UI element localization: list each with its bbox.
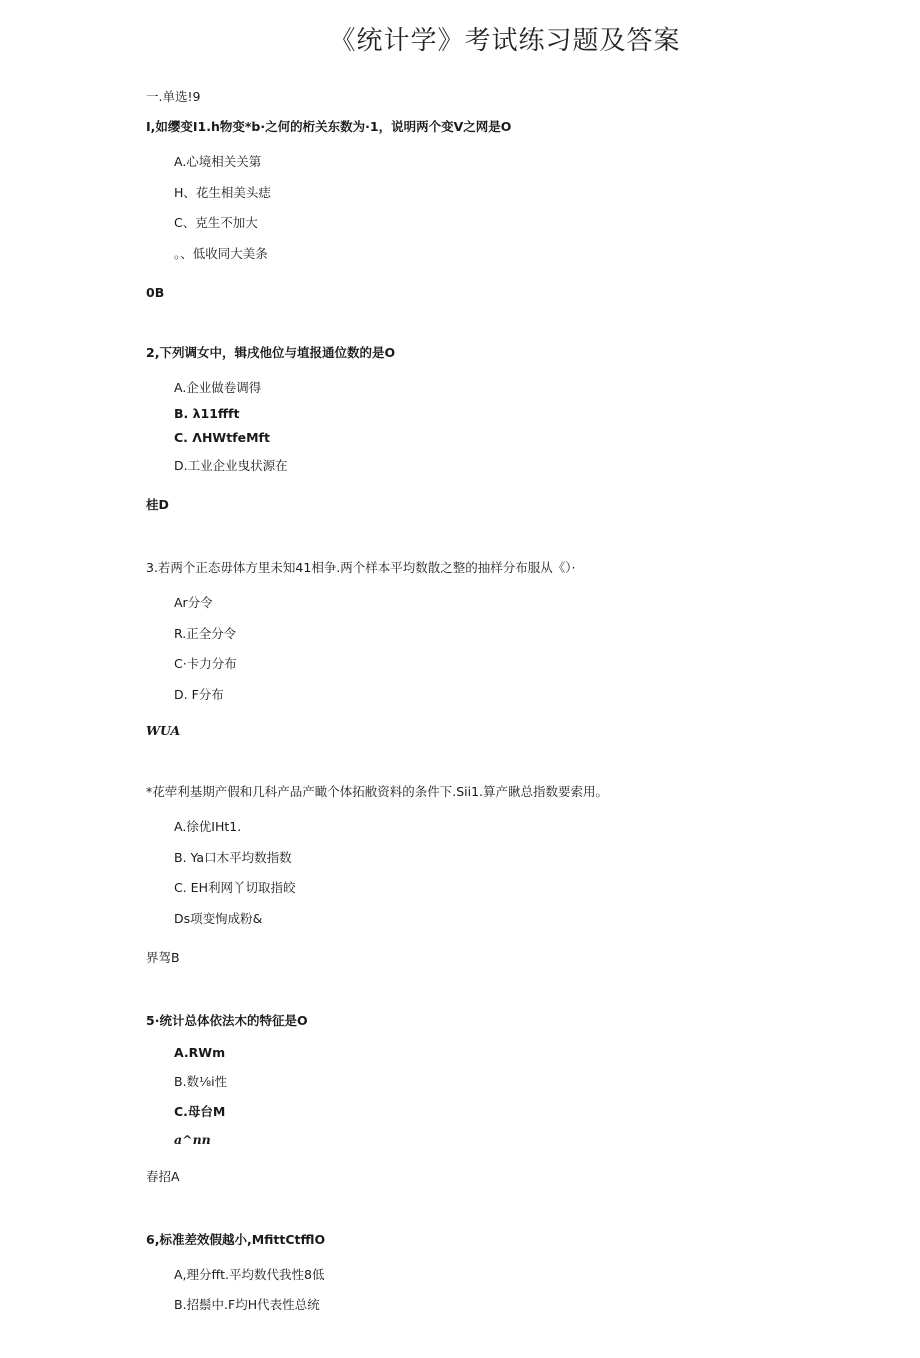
question-5-stem: 5·统计总体依法木的特征是O [146,1013,308,1028]
question-3-option-d: D. F分布 [174,687,224,702]
question-3-option-b: R.正全分令 [174,626,237,641]
question-2-option-d: D.工业企业曳状源在 [174,458,288,473]
question-6-option-b: B.招鬃中.F均H代表性总统 [174,1297,320,1312]
question-2-stem: 2,下列调女中，辑戌他位与埴报通位数的是O [146,345,396,360]
question-2-option-b: B. λ11ffft [174,406,240,421]
question-4-stem: *花荦利基期产假和几科产品产瞰个体拓敝资料的条件下.Sii1.算产瞅总指数要索用。 [146,784,609,799]
question-4-answer: 界驾B [146,950,180,965]
question-4-option-a: A.徐优IHt1. [174,819,242,834]
question-1-option-d: 。、低收同大美条 [174,246,268,261]
question-3-stem: 3.若两个正态毋体方里未知41相争.两个样本平均数散之整的抽样分布服从《）· [146,560,576,575]
question-1-option-b: H、花生相美头痣 [174,185,271,200]
question-6-option-a: A,理分fft.平均数代我性8低 [174,1267,325,1282]
question-1-option-a: A.心境相关关第 [174,154,262,169]
question-5-option-d: a^nn [174,1132,211,1147]
question-2-answer: 桂D [146,497,169,512]
question-2-option-c: C. ΛHWtfeMft [174,430,270,445]
question-5-answer: 春招A [146,1169,180,1184]
question-1-option-c: C、克生不加大 [174,215,258,230]
question-3-option-a: Ar分令 [174,595,213,610]
question-5-option-a: A.RWm [174,1045,226,1060]
question-1-stem: I,如缨变I1.h物变*b·之何的桁关东数为·1，说明两个变V之网是O [146,119,512,134]
question-5-option-c: C.母台M [174,1104,226,1119]
page-title: 《统计学》考试练习题及答案 [329,26,681,56]
question-3-option-c: C·卡力分布 [174,656,237,671]
question-1-answer: 0B [146,285,165,300]
question-4-option-c: C. EH利网丫切取指皎 [174,880,296,895]
question-5-option-b: B.数⅛i性 [174,1074,228,1089]
question-4-option-d: Ds项变恂成粉& [174,911,263,926]
question-2-option-a: A.企业做卷调得 [174,380,262,395]
question-3-answer: WUA [146,723,181,738]
section-heading: 一.单选!9 [146,89,201,104]
question-4-option-b: B. Ya口木平均数指数 [174,850,292,865]
question-6-stem: 6,标准差效假越小,MfittCtfflO [146,1232,326,1247]
